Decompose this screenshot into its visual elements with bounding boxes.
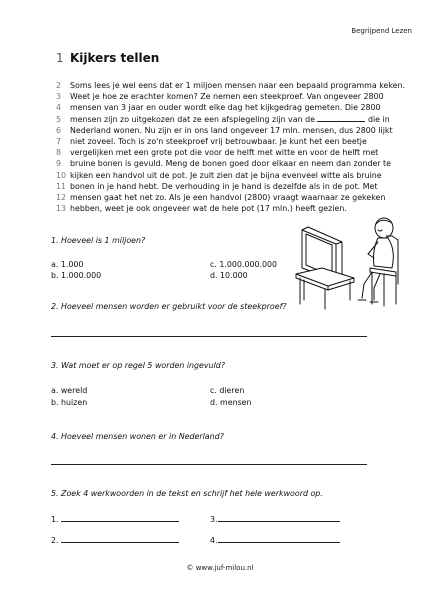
q5-answer-4[interactable] [210, 535, 340, 545]
fill-in-blank [317, 114, 365, 122]
q5-line-3[interactable] [218, 514, 340, 522]
line-text: niet zoveel. Toch is zo'n steekproef vrij betrouwbaar. Je kunt het een beetje [70, 136, 367, 146]
passage-line [56, 147, 405, 158]
q1-option-d: d. 10.000 [210, 271, 248, 280]
header-label: Begrijpend Lezen [351, 27, 412, 35]
line-number: 13 [56, 204, 67, 214]
q5-label-1: 1. [51, 515, 59, 524]
passage-line [56, 203, 405, 214]
question-2: 2. Hoeveel mensen worden er gebruikt voor de steekproef? [51, 302, 287, 311]
line-number: 12 [56, 192, 67, 202]
title-number: 1 [56, 51, 64, 65]
question-4: 4. Hoeveel mensen wonen er in Nederland? [51, 432, 224, 441]
reading-passage [56, 80, 405, 214]
line-text: bonen in je hand hebt. De verhouding in je hand is dezelfde als in de pot. Met [70, 181, 378, 191]
title-row [56, 51, 159, 65]
passage-line [56, 125, 405, 136]
q2-answer-line[interactable] [51, 336, 367, 337]
passage-line [56, 170, 405, 181]
line-text: bruine bonen is gevuld. Meng de bonen goed door elkaar en neem dan zonder te [70, 159, 392, 169]
passage-line [56, 114, 405, 125]
passage-line [56, 158, 405, 169]
passage-line [56, 80, 405, 91]
line-number: 8 [56, 148, 62, 158]
page-title: Kijkers tellen [70, 51, 160, 65]
line-number: 9 [56, 159, 62, 169]
question-5: 5. Zoek 4 werkwoorden in de tekst en schrijf het hele werkwoord op. [51, 489, 323, 498]
line-text-before-blank: mensen zijn zo uitgekozen dat ze een afspiegeling zijn van de [70, 114, 315, 124]
line-number: 4 [56, 103, 62, 113]
line-number: 11 [56, 181, 67, 191]
line-text: mensen gaat het net zo. Als je een handvol (2800) vraagt waarnaar ze gekeken [70, 192, 386, 202]
line-text: vergelijken met een grote pot die voor de helft met witte en voor de helft met [70, 148, 379, 158]
line-text-after-blank: die in [367, 114, 390, 124]
q4-answer-line[interactable] [51, 464, 367, 465]
q1-option-a: a. 1.000 [51, 260, 84, 269]
q5-label-2: 2. [51, 536, 59, 545]
q5-line-2[interactable] [61, 535, 179, 543]
line-number: 2 [56, 81, 62, 90]
q5-label-4: 4. [210, 536, 218, 545]
q5-line-4[interactable] [218, 535, 340, 543]
passage-line [56, 102, 405, 113]
line-text: mensen van 3 jaar en ouder wordt elke dag het kijkgedrag gemeten. Die 2800 [70, 103, 381, 113]
line-number: 3 [56, 92, 62, 102]
line-text: kijken een handvol uit de pot. Je zult zien dat je bijna evenveel witte als bruine [70, 170, 382, 180]
q5-answer-2[interactable] [51, 535, 179, 545]
q3-option-b: b. huizen [51, 398, 88, 407]
q3-option-d: d. mensen [210, 398, 252, 407]
line-number: 5 [56, 114, 62, 124]
passage-line [56, 136, 405, 147]
passage-line [56, 181, 405, 192]
q3-option-c: c. dieren [210, 386, 245, 395]
question-1: 1. Hoeveel is 1 miljoen? [51, 236, 146, 245]
q5-label-3: 3. [210, 515, 218, 524]
q1-option-c: c. 1.000.000.000 [210, 260, 278, 269]
q5-line-1[interactable] [61, 514, 179, 522]
q1-option-b: b. 1.000.000 [51, 271, 102, 280]
passage-line [56, 192, 405, 203]
line-text: Nederland wonen. Nu zijn er in ons land ongeveer 17 mln. mensen, dus 2800 lijkt [70, 125, 393, 135]
q5-answer-1[interactable] [51, 514, 179, 524]
line-number: 7 [56, 136, 62, 146]
line-text: Weet je hoe ze erachter komen? Ze nemen een steekproef. Van ongeveer 2800 [70, 92, 384, 102]
q5-answer-3[interactable] [210, 514, 340, 524]
line-number: 10 [56, 170, 67, 180]
line-text: Soms lees je wel eens dat er 1 miljoen mensen naar een bepaald programma keken. [70, 81, 406, 90]
question-3: 3. Wat moet er op regel 5 worden ingevuld? [51, 361, 225, 370]
q3-option-a: a. wereld [51, 386, 88, 395]
line-number: 6 [56, 125, 62, 135]
footer-copyright: © www.juf-milou.nl [186, 564, 254, 572]
tv-viewer-illustration [292, 214, 410, 310]
passage-line [56, 91, 405, 102]
line-text: hebben, weet je ook ongeveer wat de hele pot (17 mln.) heeft gezien. [70, 204, 347, 214]
